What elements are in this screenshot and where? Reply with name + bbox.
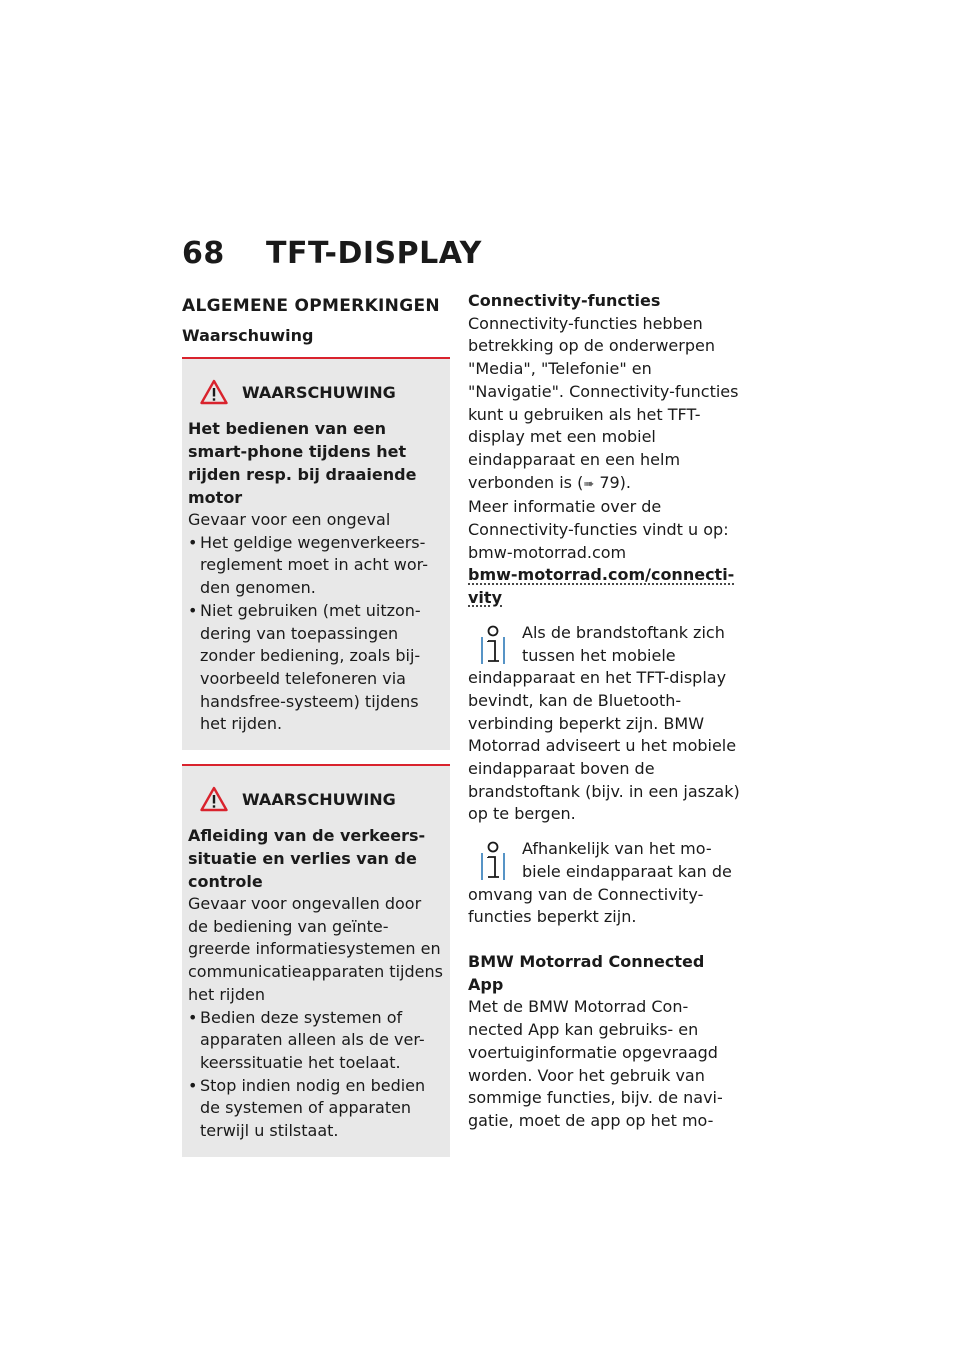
- warning-box-2: [182, 764, 450, 1157]
- note-2-text: omvang van de Connectivity-functies beperkt zijn.: [468, 884, 704, 927]
- connectivity-text: Connectivity-functies hebben betrekking op de onderwerpen "Media", "Telefonie" en "Navigatie". Connectivity-functies kunt u gebruiken als het TFT-display met een mobiel eindapparaat en een helm verbonden is (: [468, 313, 739, 492]
- connectivity-text-end: ).: [619, 472, 631, 492]
- warning-bullets: [188, 1007, 444, 1143]
- bullet-item: • Bedien deze systemen of apparaten alleen als de ver-keerssituatie het toelaat.: [188, 1007, 444, 1075]
- warning-box-1: [182, 357, 450, 750]
- warning-body: Gevaar voor ongevallen door de bediening van geïnte-greerde informatiesystemen en communicatieapparaten tijdens het rijden: [188, 894, 443, 1004]
- warning-body: Gevaar voor een ongeval: [188, 510, 391, 529]
- warning-header: [200, 786, 444, 812]
- connectivity-paragraph: [468, 313, 740, 497]
- note-1-text: eindapparaat en het TFT-display bevindt, kan de Bluetooth-verbinding beperkt zijn. BMW Motorrad adviseert u het mobiele eindapparaat boven de brandstoftank (bijv. in een jaszak) op te bergen.: [468, 668, 740, 824]
- connectivity-link[interactable]: bmw-motorrad.com/connecti-vity: [468, 565, 735, 608]
- right-column: [468, 290, 740, 1133]
- bullet-item: • Stop indien nodig en bedien de systemen of apparaten terwijl u stilstaat.: [188, 1075, 444, 1143]
- warning-triangle-icon: [200, 786, 228, 812]
- warning-bullets: [188, 532, 444, 736]
- bullet-item: • Niet gebruiken (met uitzon-dering van toepassingen zonder bediening, zoals bij-voorbeeld telefoneren via handsfree-systeem) tijdens het rijden.: [188, 600, 444, 736]
- page-reference-arrow-icon: ➠: [583, 476, 595, 492]
- section-title: ALGEMENE OPMERKINGEN: [182, 296, 440, 316]
- warning-triangle-icon: [200, 379, 228, 405]
- left-column: [182, 296, 450, 1157]
- bullet-item: • Het geldige wegenverkeers-reglement moet in acht wor-den genomen.: [188, 532, 444, 600]
- warning-header: [200, 379, 444, 405]
- page-reference[interactable]: 79: [599, 472, 620, 492]
- note-2: [468, 838, 740, 883]
- page-number: 68: [182, 236, 225, 271]
- chapter-title: TFT-DISPLAY: [266, 236, 482, 271]
- more-info-text: Meer informatie over de Connectivity-functies vindt u op: bmw-motorrad.com: [468, 497, 729, 562]
- warning-label: WAARSCHUWING: [242, 382, 396, 402]
- connectivity-heading: Connectivity-functies: [468, 291, 661, 310]
- subheading-warning: Waarschuwing: [182, 326, 314, 345]
- warning-title: Het bedienen van een smart-phone tijdens het rijden resp. bij draaiende motor: [188, 419, 417, 507]
- note-1-lead: Als de brandstoftank zich tussen het mobiele: [522, 622, 725, 665]
- note-1: [468, 622, 740, 667]
- info-note-icon: [478, 624, 508, 666]
- app-paragraph: Met de BMW Motorrad Con-nected App kan gebruiks- en voertuiginformatie opgevraagd worden. Voor het gebruik van sommige functies, bijv. de navi-gatie, moet de app op het mo-: [468, 997, 723, 1130]
- warning-title: Afleiding van de verkeers-situatie en verlies van de controle: [188, 826, 426, 892]
- app-heading: BMW Motorrad Connected App: [468, 951, 705, 994]
- note-2-lead: Afhankelijk van het mo-biele eindapparaat kan de: [522, 839, 732, 881]
- page-header: [182, 236, 482, 271]
- more-info-paragraph: [468, 496, 740, 564]
- warning-label: WAARSCHUWING: [242, 789, 396, 809]
- info-note-icon: [478, 840, 508, 882]
